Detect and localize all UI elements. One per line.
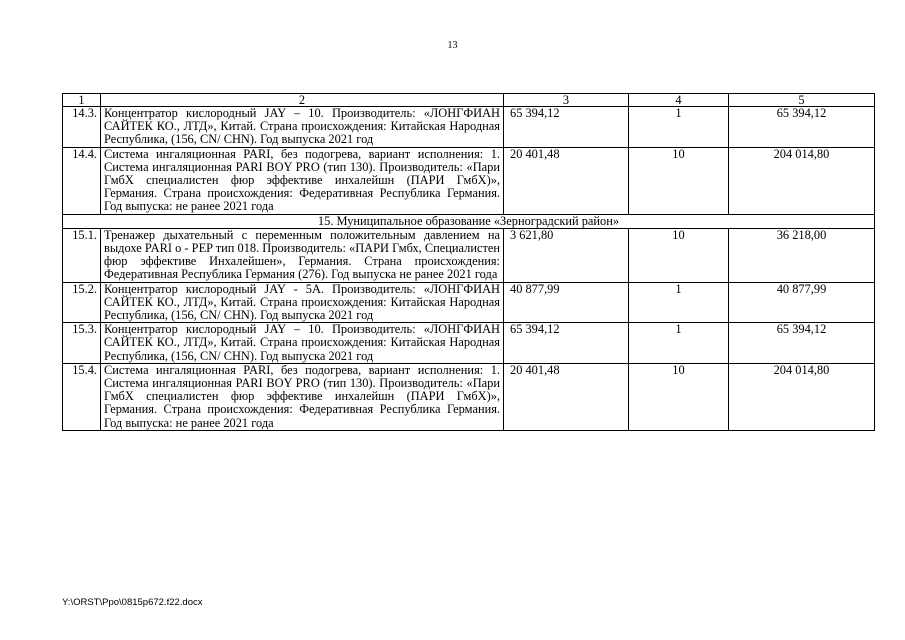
header-cell: 2 bbox=[101, 94, 504, 107]
row-description: Тренажер дыхательный с переменным положительным давлением на выдохе PARI o - PEP тип 018. Производитель: «ПАРИ Гмбх, Специалистен фюр эффективе Инхалейшен», Германия. Страна происхождения: Федеративная Республика Германия (276). Год выпуска не ранее 2021 года bbox=[101, 228, 504, 282]
row-price: 20 401,48 bbox=[504, 147, 629, 214]
row-price: 65 394,12 bbox=[504, 323, 629, 364]
row-description: Концентратор кислородный JAY – 10. Производитель: «ЛОНГФИАН САЙТЕК КО., ЛТД», Китай. Страна происхождения: Китайская Народная Республика, (156, CN/ CHN). Год выпуска 2021 год bbox=[101, 323, 504, 364]
row-number: 15.1. bbox=[63, 228, 101, 282]
section-row bbox=[63, 214, 875, 228]
table-row bbox=[63, 147, 875, 214]
row-price: 40 877,99 bbox=[504, 282, 629, 323]
row-quantity: 1 bbox=[629, 107, 729, 148]
row-total: 204 014,80 bbox=[729, 147, 875, 214]
section-title: 15. Муниципальное образование «Зерноградский район» bbox=[63, 214, 875, 228]
header-cell: 1 bbox=[63, 94, 101, 107]
table-row bbox=[63, 228, 875, 282]
row-description: Система ингаляционная PARI, без подогрева, вариант исполнения: 1. Система ингаляционная PARI BOY PRO (тип 130). Производитель: «Пари ГмбХ специалистен фюр эффективе инхалейшн (ПАРИ ГмбХ)», Германия. Страна происхождения: Федеративная Республика Германия. Год выпуска: не ранее 2021 года bbox=[101, 147, 504, 214]
row-total: 40 877,99 bbox=[729, 282, 875, 323]
row-description: Система ингаляционная PARI, без подогрева, вариант исполнения: 1. Система ингаляционная PARI BOY PRO (тип 130). Производитель: «Пари ГмбХ специалистен фюр эффективе инхалейшн (ПАРИ ГмбХ)», Германия. Страна происхождения: Федеративная Республика Германия. Год выпуска: не ранее 2021 года bbox=[101, 363, 504, 430]
row-number: 14.3. bbox=[63, 107, 101, 148]
row-number: 15.2. bbox=[63, 282, 101, 323]
header-cell: 4 bbox=[629, 94, 729, 107]
row-description: Концентратор кислородный JAY - 5A. Производитель: «ЛОНГФИАН САЙТЕК КО., ЛТД», Китай. Страна происхождения: Китайская Народная Республика, (156, CN/ CHN). Год выпуска 2021 год bbox=[101, 282, 504, 323]
row-price: 65 394,12 bbox=[504, 107, 629, 148]
row-quantity: 10 bbox=[629, 147, 729, 214]
table-row bbox=[63, 107, 875, 148]
row-number: 15.3. bbox=[63, 323, 101, 364]
document-table bbox=[62, 93, 875, 431]
row-number: 14.4. bbox=[63, 147, 101, 214]
row-number: 15.4. bbox=[63, 363, 101, 430]
row-quantity: 10 bbox=[629, 363, 729, 430]
row-total: 65 394,12 bbox=[729, 323, 875, 364]
row-total: 36 218,00 bbox=[729, 228, 875, 282]
table-row bbox=[63, 363, 875, 430]
page-number: 13 bbox=[447, 40, 458, 51]
row-quantity: 1 bbox=[629, 282, 729, 323]
file-path-footer: Y:\ORST\Ppo\0815p672.f22.docx bbox=[62, 597, 203, 608]
header-cell: 5 bbox=[729, 94, 875, 107]
table-row bbox=[63, 323, 875, 364]
table-header-row bbox=[63, 94, 875, 107]
row-price: 20 401,48 bbox=[504, 363, 629, 430]
table-row bbox=[63, 282, 875, 323]
row-quantity: 1 bbox=[629, 323, 729, 364]
row-total: 204 014,80 bbox=[729, 363, 875, 430]
row-total: 65 394,12 bbox=[729, 107, 875, 148]
header-cell: 3 bbox=[504, 94, 629, 107]
row-description: Концентратор кислородный JAY – 10. Производитель: «ЛОНГФИАН САЙТЕК КО., ЛТД», Китай. Страна происхождения: Китайская Народная Республика, (156, CN/ CHN). Год выпуска 2021 год bbox=[101, 107, 504, 148]
row-price: 3 621,80 bbox=[504, 228, 629, 282]
row-quantity: 10 bbox=[629, 228, 729, 282]
